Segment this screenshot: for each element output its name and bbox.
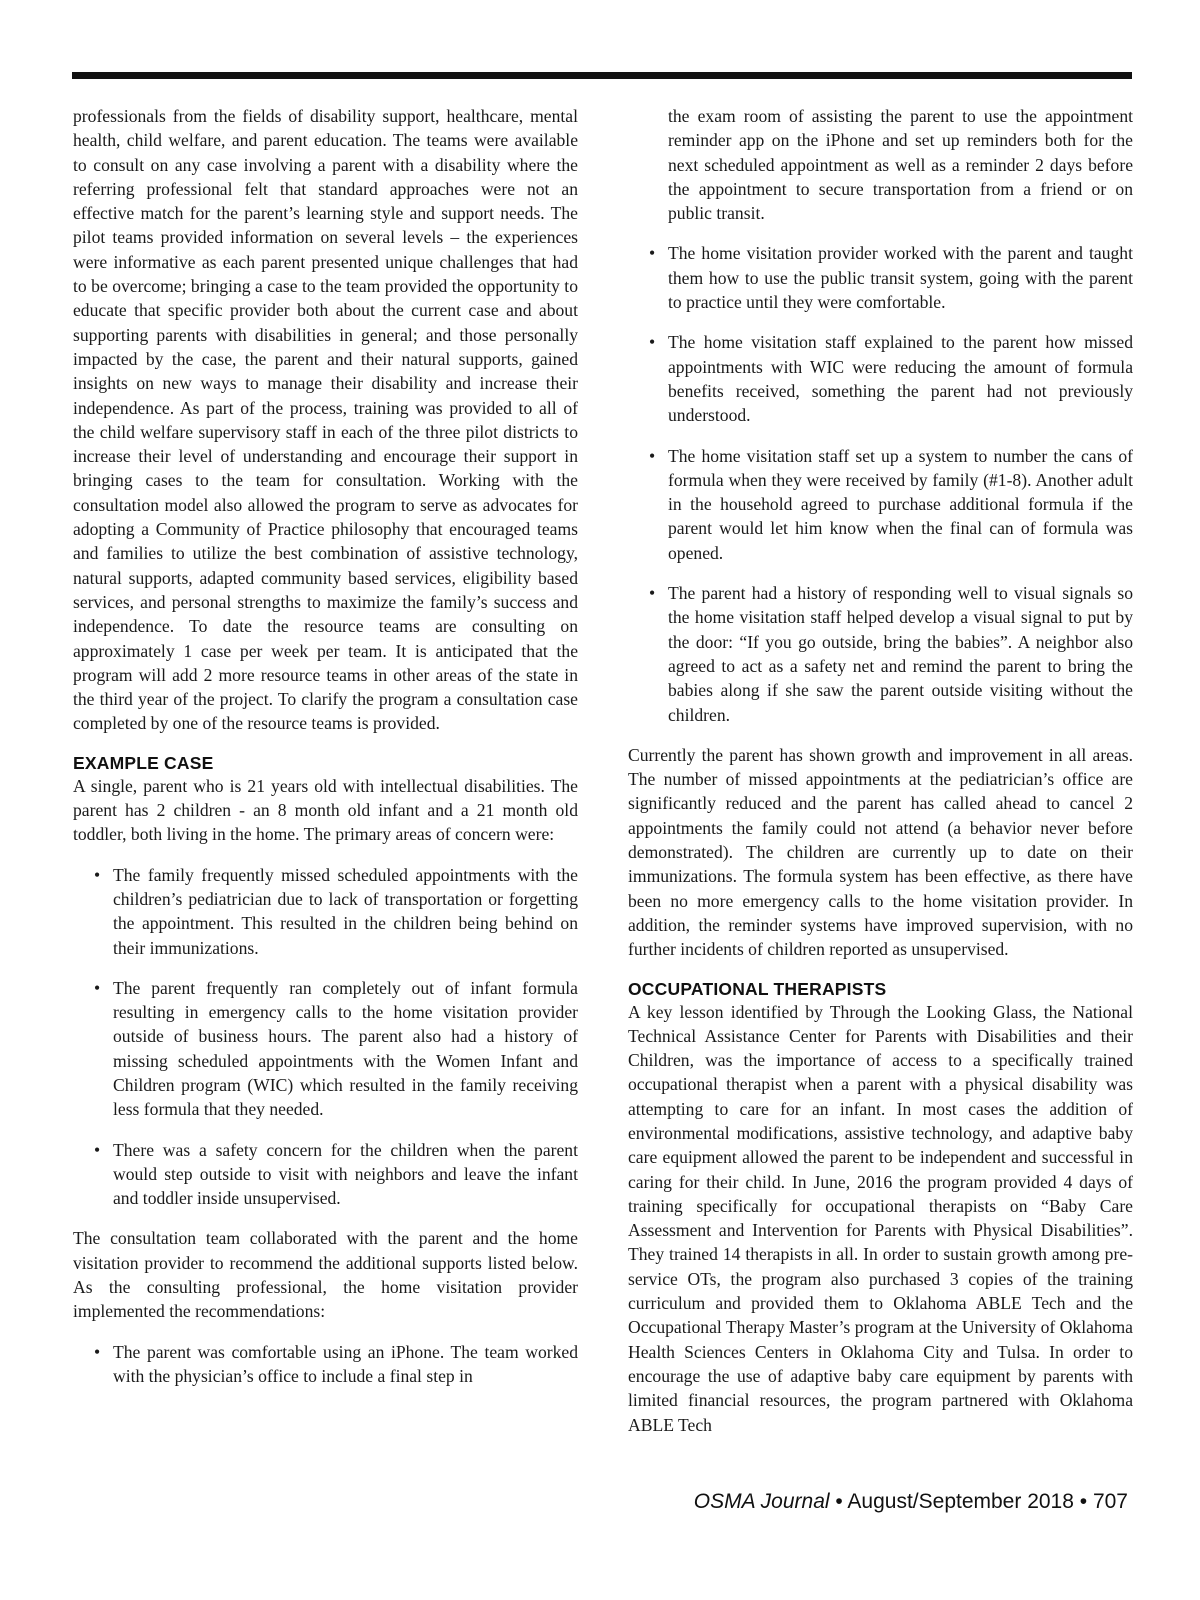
- page-footer: [694, 1490, 1128, 1514]
- recommendations-list: [628, 241, 1133, 726]
- top-rule: [72, 72, 1132, 79]
- list-item-continued: the exam room of assisting the parent to use the appointment reminder app on the iPhone and set up reminders both for the next scheduled appointment as well as a reminder 2 days before the appointment to secure transportation from a friend or on public transit.: [668, 106, 1133, 224]
- consultation-paragraph: The consultation team collaborated with the parent and the home visitation provider to recommend the additional supports listed below. As the consulting professional, the home visitation provider implemented the recommendations:: [73, 1228, 578, 1322]
- list-item: • The home visitation staff set up a system to number the cans of formula when they were received by family (#1-8). Another adult in the household agreed to purchase additional formula if the parent would let him know when the final can of formula was opened.: [628, 444, 1133, 565]
- list-item: • The parent was comfortable using an iPhone. The team worked with the physician’s office to include a final step in: [73, 1340, 578, 1389]
- example-case-intro: A single, parent who is 21 years old with intellectual disabilities. The parent has 2 children - an 8 month old infant and a 21 month old toddler, both living in the home. The primary areas of concern were:: [73, 775, 578, 845]
- occupational-therapists-paragraph: A key lesson identified by Through the Looking Glass, the National Technical Assistance Center for Parents with Disabilities and their Children, was the importance of access to a specifically trained occupational therapist when a parent with a physical disability was attempting to care for an infant. In most cases the addition of environmental modifications, assistive technology, and adaptive baby care equipment allowed the parent to be independent and successful in caring for their child. In June, 2016 the program provided 4 days of training specifically for occupational therapists on “Baby Care Assessment and Intervention for Parents with Physical Disabilities”. They trained 14 therapists in all. In order to sustain growth among pre-service OTs, the program also purchased 3 copies of the training curriculum and provided them to Oklahoma ABLE Tech and the Occupational Therapy Master’s program at the University of Oklahoma Health Sciences Centers in Oklahoma City and Tulsa. In order to encourage the use of adaptive baby care equipment by parents with limited financial resources, the program partnered with Oklahoma ABLE Tech: [628, 1001, 1133, 1435]
- list-item: • The home visitation provider worked with the parent and taught them how to use the public transit system, going with the parent to practice until they were comfortable.: [628, 241, 1133, 314]
- right-column: [628, 104, 1133, 1437]
- list-item: • The parent had a history of responding well to visual signals so the home visitation staff helped develop a visual signal to put by the door: “If you go outside, bring the babies”. A neighbor also agreed to act as a safety net and remind the parent to bring the babies along if she saw the parent outside visiting without the children.: [628, 581, 1133, 727]
- list-item: • There was a safety concern for the children when the parent would step outside to visit with neighbors and leave the infant and toddler inside unsupervised.: [73, 1138, 578, 1211]
- list-item: • The family frequently missed scheduled appointments with the children’s pediatrician due to lack of transportation or forgetting the appointment. This resulted in the children being behind on their immunizations.: [73, 863, 578, 960]
- intro-paragraph: professionals from the fields of disability support, healthcare, mental health, child welfare, and parent education. The teams were available to consult on any case involving a parent with a disability where the referring professional felt that standard approaches were not an effective match for the parent’s learning style and support needs. The pilot teams provided information on several levels – the experiences were informative as each parent presented unique challenges that had to be overcome; bringing a case to the team provided the opportunity to educate that specific provider both about the current case and about supporting parents with disabilities in general; and those personally impacted by the case, the parent and their natural supports, gained insights on new ways to manage their disability and increase their independence. As part of the process, training was provided to all of the child welfare supervisory staff in each of the three pilot districts to increase their level of understanding and encourage their support in bringing cases to the team for consultation. Working with the consultation model also allowed the program to serve as advocates for adopting a Community of Practice philosophy that encouraged teams and families to utilize the best combination of assistive technology, natural supports, adapted community based services, eligibility based services, and personal strengths to maximize the family’s success and independence. To date the resource teams are consulting on approximately 1 case per week per team. It is anticipated that the program will add 2 more resource teams in other areas of the state in the third year of the project. To clarify the program a consultation case completed by one of the resource teams is provided.: [73, 106, 578, 734]
- issue-date: August/September 2018: [847, 1490, 1074, 1513]
- example-case-heading: EXAMPLE CASE: [73, 752, 214, 773]
- page-number: 707: [1092, 1490, 1128, 1513]
- concerns-list: [73, 863, 578, 1211]
- list-item: • The parent frequently ran completely out of infant formula resulting in emergency calls to the home visitation provider outside of business hours. The parent also had a history of missing scheduled appointments with the Women Infant and Children program (WIC) which resulted in the family receiving less formula that they needed.: [73, 976, 578, 1122]
- list-item: • The home visitation staff explained to the parent how missed appointments with WIC were reducing the amount of formula benefits received, something the parent had not previously understood.: [628, 330, 1133, 427]
- footer-separator: •: [829, 1490, 848, 1513]
- left-column: [73, 104, 578, 1388]
- footer-separator: •: [1073, 1490, 1093, 1513]
- journal-name: OSMA Journal: [693, 1490, 830, 1513]
- occupational-therapists-heading: OCCUPATIONAL THERAPISTS: [628, 978, 887, 999]
- outcome-paragraph: Currently the parent has shown growth and improvement in all areas. The number of missed appointments at the pediatrician’s office are significantly reduced and the parent has called ahead to cancel 2 appointments the family could not attend (a behavior never before demonstrated). The children are currently up to date on their immunizations. The formula system has been effective, as there have been no more emergency calls to the home visitation provider. In addition, the reminder systems have improved supervision, with no further incidents of children reported as unsupervised.: [628, 744, 1133, 960]
- recommendations-list-start: [73, 1340, 578, 1389]
